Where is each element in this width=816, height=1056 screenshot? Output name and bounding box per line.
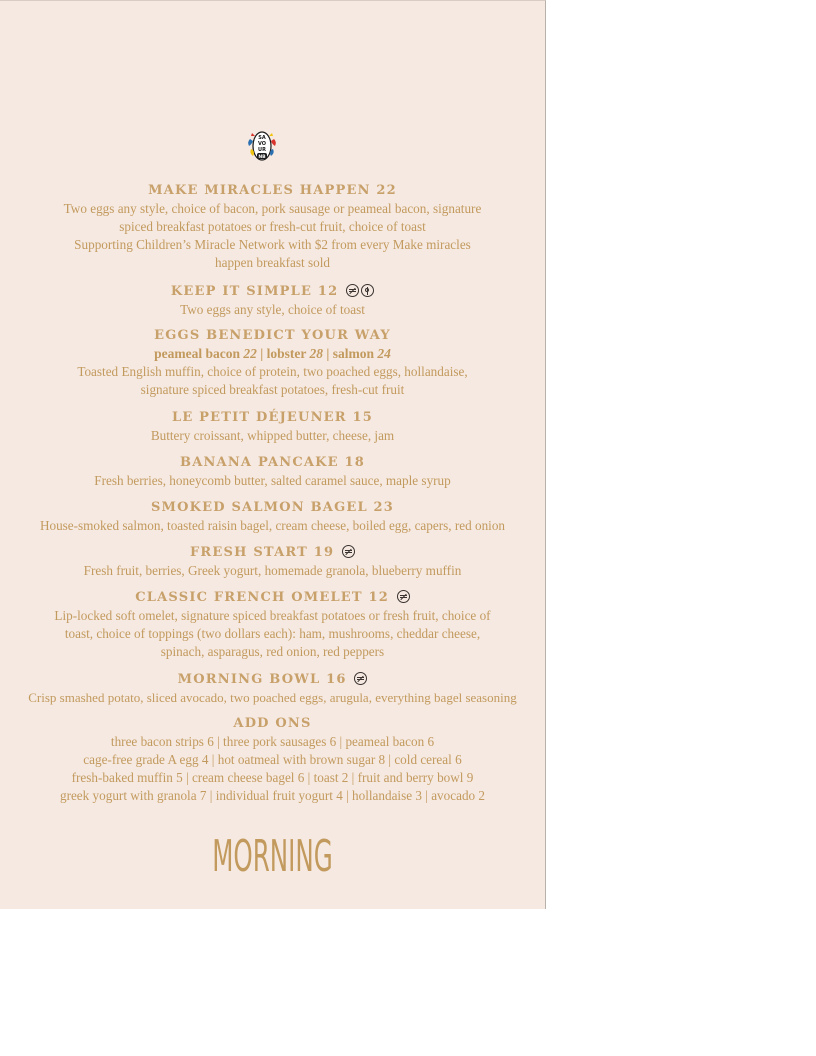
add-ons-line: cage-free grade A egg 4 | hot oatmeal with brown sugar 8 | cold cereal 6: [83, 752, 462, 767]
description-line: Buttery croissant, whipped butter, cheese, jam: [150, 428, 395, 443]
option-price: 28: [309, 346, 323, 361]
menu-item-morning-bowl: [0, 671, 545, 707]
menu-item-keep-it-simple: [0, 283, 545, 319]
description-line: toast, choice of toppings (two dollars each): ham, mushrooms, cheddar cheese,: [64, 626, 481, 641]
description-line: happen breakfast sold: [215, 255, 330, 270]
add-ons-line: greek yogurt with granola 7 | individual fruit yogurt 4 | hollandaise 3 | avocado 2: [59, 788, 486, 803]
item-title: MAKE MIRACLES HAPPEN 22: [148, 183, 397, 198]
item-title: BANANA PANCAKE 18: [180, 455, 365, 470]
description-line: Lip-locked soft omelet, signature spiced breakfast potatoes or fresh fruit, choice of: [54, 608, 491, 623]
option-price: 24: [377, 346, 391, 361]
menu-item-classic-french-omelet: [0, 589, 545, 661]
item-title-text: MORNING BOWL 16: [177, 672, 347, 687]
svg-text:VO: VO: [257, 141, 267, 147]
gluten-free-icon: [346, 284, 359, 297]
item-title: [0, 589, 545, 607]
description-line: Two eggs any style, choice of toast: [180, 302, 365, 317]
item-title: SMOKED SALMON BAGEL 23: [150, 500, 395, 515]
description-line: House-smoked salmon, toasted raisin bagel, cream cheese, boiled egg, capers, red onion: [39, 518, 506, 533]
add-ons-line: three bacon strips 6 | three pork sausages 6 | peameal bacon 6: [110, 734, 435, 749]
item-title-text: KEEP IT SIMPLE 12: [170, 284, 339, 299]
description-line: Toasted English muffin, choice of protein, two poached eggs, hollandaise,: [77, 364, 468, 379]
item-description: [0, 517, 545, 535]
item-title: LE PETIT DÉJEUNER 15: [171, 410, 373, 425]
description-line: spiced breakfast potatoes or fresh-cut fruit, choice of toast: [119, 219, 426, 234]
item-description: [0, 607, 545, 661]
description-line: Fresh berries, honeycomb butter, salted caramel sauce, maple syrup: [94, 473, 451, 488]
description-line: signature spiced breakfast potatoes, fresh-cut fruit: [140, 382, 405, 397]
item-title-text: CLASSIC FRENCH OMELET 12: [135, 590, 390, 605]
description-line: spinach, asparagus, red onion, red peppers: [160, 644, 385, 659]
gluten-free-icon: [354, 672, 367, 685]
option-name: peameal bacon: [154, 346, 240, 361]
add-ons-list: [0, 733, 545, 805]
item-description: [0, 472, 545, 490]
description-line: Crisp smashed potato, sliced avocado, two poached eggs, arugula, everything bagel seasoning: [28, 690, 517, 705]
item-description: [0, 200, 545, 272]
svg-text:UR: UR: [258, 147, 266, 153]
menu-item-eggs-benedict: [0, 327, 545, 399]
option-price: 22: [243, 346, 257, 361]
item-description: [0, 427, 545, 445]
menu-item-smoked-salmon-bagel: [0, 499, 545, 535]
item-title: [0, 671, 545, 689]
description-line: Supporting Children’s Miracle Network with $2 from every Make miracles: [74, 237, 471, 252]
item-description: [0, 363, 545, 399]
svg-text:SA: SA: [258, 135, 266, 141]
option-name: lobster: [266, 346, 307, 361]
item-description: [0, 562, 545, 580]
description-line: Fresh fruit, berries, Greek yogurt, homemade granola, blueberry muffin: [83, 563, 462, 578]
item-title: EGGS BENEDICT YOUR WAY: [154, 328, 391, 343]
description-line: Two eggs any style, choice of bacon, pork sausage or peameal bacon, signature: [63, 201, 482, 216]
menu-item-banana-pancake: [0, 454, 545, 490]
add-ons-line: fresh-baked muffin 5 | cream cheese bagel 6 | toast 2 | fruit and berry bowl 9: [71, 770, 474, 785]
vegetarian-icon: [361, 284, 374, 297]
gluten-free-icon: [397, 590, 410, 603]
item-options: peameal bacon 22 | lobster 28 | salmon 24: [154, 346, 391, 361]
item-description: [0, 689, 545, 707]
section-title: ADD ONS: [233, 716, 312, 731]
gluten-free-icon: [342, 545, 355, 558]
menu-item-le-petit-dejeuner: [0, 409, 545, 445]
menu-footer-title: MORNING: [212, 831, 333, 882]
menu-item-fresh-start: [0, 544, 545, 580]
item-title: [0, 283, 545, 301]
menu-item-make-miracles-happen: [0, 182, 545, 272]
option-name: salmon: [332, 346, 374, 361]
svg-text:NB: NB: [258, 155, 266, 160]
savour-nb-logo: [246, 129, 278, 163]
menu-section-add-ons: [0, 715, 545, 805]
item-description: [0, 301, 545, 319]
item-title-text: FRESH START 19: [190, 545, 335, 560]
item-title: [0, 544, 545, 562]
